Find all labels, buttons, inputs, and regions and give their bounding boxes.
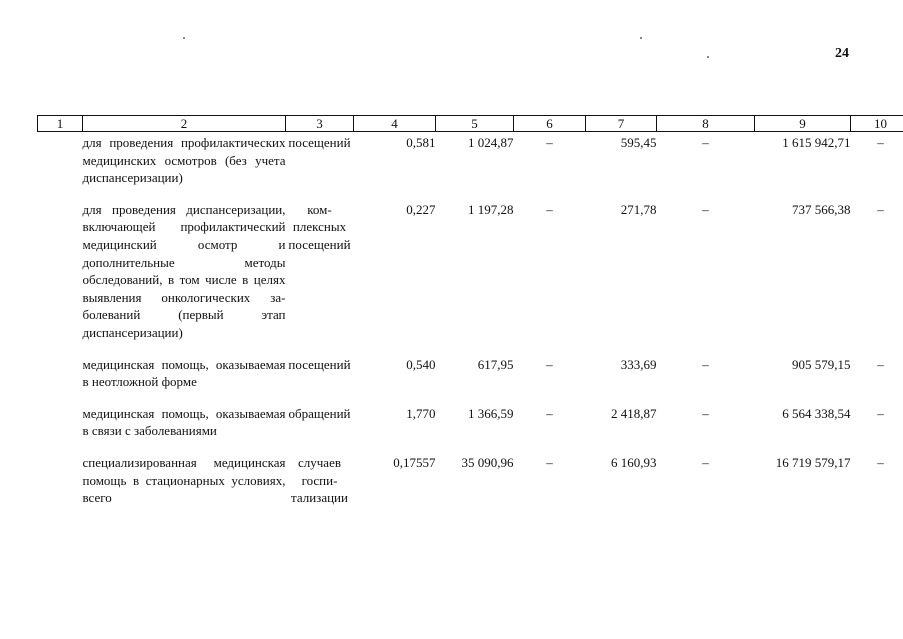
value-cell-6: – — [546, 356, 553, 372]
value-cell-8: – — [702, 405, 709, 421]
row-name-cell: медицинская помощь, оказываемая в неотложной форме — [82, 356, 286, 390]
scan-speck — [640, 37, 642, 39]
value-cell-5: 1 197,28 — [468, 201, 514, 217]
value-cell-10: – — [877, 201, 884, 217]
table-row — [38, 356, 903, 405]
value-cell-8: – — [702, 454, 709, 470]
value-cell-10: – — [877, 135, 884, 150]
column-header-6: 6 — [514, 116, 586, 132]
value-cell-6: – — [546, 135, 553, 150]
value-cell-10: – — [877, 356, 884, 372]
row-number-cell — [38, 454, 83, 521]
table-row — [38, 405, 903, 454]
header-row — [38, 116, 903, 132]
value-cell-7: 2 418,87 — [611, 405, 657, 421]
row-number-cell — [38, 405, 83, 454]
value-cell-7: 6 160,93 — [611, 454, 657, 470]
value-cell-4: 0,540 — [406, 356, 436, 372]
table-row — [38, 201, 903, 356]
value-cell-5: 617,95 — [477, 356, 514, 372]
column-header-5: 5 — [436, 116, 514, 132]
value-cell-5: 1 024,87 — [468, 135, 514, 150]
row-name-cell: для проведения профилактических медицинских осмотров (без учета диспансеризации) — [82, 135, 286, 186]
value-cell-8: – — [702, 201, 709, 217]
unit-cell: обращений — [288, 405, 351, 421]
column-header-2: 2 — [83, 116, 286, 132]
value-cell-7: 595,45 — [620, 135, 657, 150]
unit-cell: посещений — [288, 135, 351, 150]
value-cell-4: 0,581 — [406, 135, 436, 150]
column-header-1: 1 — [38, 116, 83, 132]
column-header-3: 3 — [286, 116, 354, 132]
column-header-4: 4 — [354, 116, 436, 132]
column-header-9: 9 — [755, 116, 851, 132]
value-cell-8: – — [702, 135, 709, 150]
page-number: 24 — [835, 46, 849, 61]
value-cell-9: 16 719 579,17 — [775, 454, 851, 470]
value-cell-4: 0,227 — [406, 201, 436, 217]
row-number-cell — [38, 356, 83, 405]
value-cell-9: 737 566,38 — [792, 201, 851, 217]
row-name-cell: специализированная медицинская помощь в стационарных условиях, всего — [82, 454, 286, 506]
scan-speck — [183, 37, 185, 39]
value-cell-4: 0,17557 — [393, 454, 436, 470]
table-row — [38, 454, 903, 521]
column-header-10: 10 — [851, 116, 903, 132]
value-cell-9: 1 615 942,71 — [782, 135, 851, 150]
value-cell-5: 1 366,59 — [468, 405, 514, 421]
value-cell-5: 35 090,96 — [461, 454, 514, 470]
column-header-7: 7 — [586, 116, 657, 132]
row-name-cell: для проведения диспансеризации, включающей профилактический медицинский осмотр и дополнительные методы обследований, в том числе в целях выявления онкологических заболеваний (первый этап диспансеризации) — [82, 201, 286, 340]
value-cell-7: 271,78 — [620, 201, 657, 217]
value-cell-9: 905 579,15 — [792, 356, 851, 372]
value-cell-8: – — [702, 356, 709, 372]
value-cell-6: – — [546, 201, 553, 217]
scan-speck — [707, 56, 709, 58]
value-cell-9: 6 564 338,54 — [782, 405, 851, 421]
data-table — [37, 115, 903, 521]
value-cell-10: – — [877, 454, 884, 470]
value-cell-4: 1,770 — [406, 405, 436, 421]
row-name-cell: медицинская помощь, оказываемая в связи с заболеваниями — [82, 405, 286, 439]
value-cell-10: – — [877, 405, 884, 421]
unit-cell: случаев госпитализации — [291, 454, 348, 506]
table-row — [38, 132, 903, 201]
value-cell-6: – — [546, 405, 553, 421]
unit-cell: посещений — [288, 356, 351, 372]
column-header-8: 8 — [657, 116, 755, 132]
value-cell-6: – — [546, 454, 553, 470]
row-number-cell — [38, 132, 83, 201]
unit-cell: комплексных посещений — [288, 201, 351, 252]
row-number-cell — [38, 201, 83, 356]
value-cell-7: 333,69 — [620, 356, 657, 372]
